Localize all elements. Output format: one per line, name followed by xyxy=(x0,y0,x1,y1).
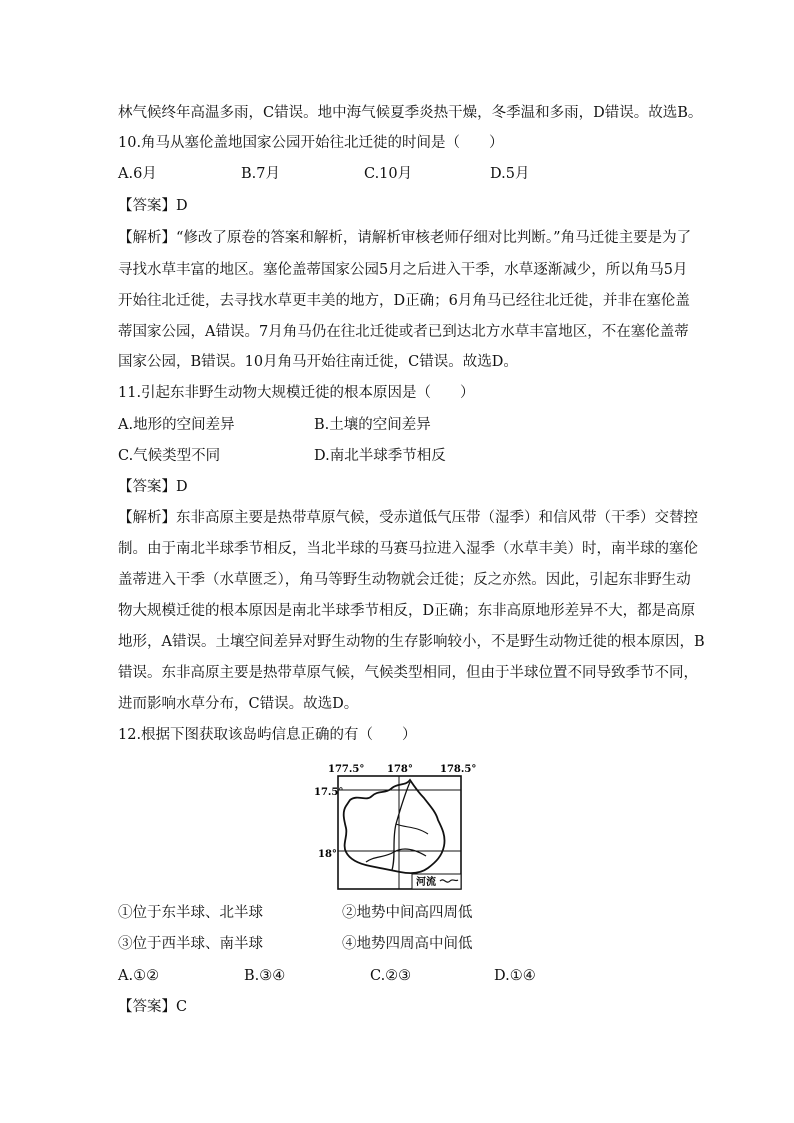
explanation-10-line: 寻找水草丰富的地区。塞伦盖蒂国家公园5月之后进入干季，水草逐渐减少，所以角马5月 xyxy=(118,262,688,278)
legend-label: 河流 xyxy=(416,877,436,888)
explanation-11-line: 盖蒂进入干季（水草匮乏），角马等野生动物就会迁徙；反之亦然。因此，引起东非野生动 xyxy=(118,572,691,588)
lon-label-178: 178° xyxy=(387,764,413,775)
explanation-11-line: 进而影响水草分布，C错误。故选D。 xyxy=(118,696,359,712)
answer-12: 【答案】C xyxy=(118,999,188,1015)
explanation-10-line: 国家公园，B错误。10月角马开始往南迁徙，C错误。故选D。 xyxy=(118,354,518,370)
statement-3: ③位于西半球、南半球 xyxy=(118,936,263,952)
explanation-10-line: 【解析】“修改了原卷的答案和解析，请解析审核老师仔细对比判断。”角马迁徙主要是为了 xyxy=(118,230,692,246)
lon-label-1785: 178.5° xyxy=(440,764,477,775)
answer-11: 【答案】D xyxy=(118,479,188,495)
option-d: D.5月 xyxy=(490,166,530,182)
explanation-10-line: 开始往北迁徙，去寻找水草更丰美的地方，D正确；6月角马已经往北迁徙，并非在塞伦盖 xyxy=(118,293,690,309)
explanation-11-line: 【解析】东非高原主要是热带草原气候，受赤道低气压带（湿季）和信风带（干季）交替控 xyxy=(118,510,698,526)
option-c: C.气候类型不同 xyxy=(118,448,221,464)
option-d: D.南北半球季节相反 xyxy=(314,448,446,464)
island-map xyxy=(300,756,490,896)
answer-10: 【答案】D xyxy=(118,198,188,214)
explanation-11-line: 制。由于南北半球季节相反，当北半球的马赛马拉进入湿季（水草丰美）时，南半球的塞伦 xyxy=(118,541,698,557)
lon-label-1775: 177.5° xyxy=(328,764,365,775)
option-a: A.地形的空间差异 xyxy=(118,417,235,433)
lat-label-175: 17.5° xyxy=(314,787,344,798)
question-11: 11.引起东非野生动物大规模迁徙的根本原因是（ ） xyxy=(118,385,475,401)
island-map-svg xyxy=(300,756,490,896)
question-12: 12.根据下图获取该岛屿信息正确的有（ ） xyxy=(118,727,417,743)
lat-label-18: 18° xyxy=(318,849,337,860)
explanation-11-line: 物大规模迁徙的根本原因是南北半球季节相反，D正确；东非高原地形差异不大，都是高原 xyxy=(118,603,696,619)
option-c: C.②③ xyxy=(370,968,412,984)
explanation-10-line: 蒂国家公园，A错误。7月角马仍在往北迁徙或者已到达北方水草丰富地区，不在塞伦盖蒂 xyxy=(118,324,689,340)
statement-1: ①位于东半球、北半球 xyxy=(118,905,263,921)
option-d: D.①④ xyxy=(494,968,536,984)
river-line xyxy=(396,824,428,834)
question-10: 10.角马从塞伦盖地国家公园开始往北迁徙的时间是（ ） xyxy=(118,135,504,151)
statement-4: ④地势四周高中间低 xyxy=(342,936,473,952)
text-line: 林气候终年高温多雨，C错误。地中海气候夏季炎热干燥，冬季温和多雨，D错误。故选B。 xyxy=(118,105,703,121)
option-a: A.6月 xyxy=(118,166,157,182)
statement-2: ②地势中间高四周低 xyxy=(342,905,473,921)
option-b: B.7月 xyxy=(241,166,280,182)
explanation-11-line: 错误。东非高原主要是热带草原气候，气候类型相同，但由于半球位置不同导致季节不同， xyxy=(118,665,698,681)
option-a: A.①② xyxy=(118,968,160,984)
option-b: B.③④ xyxy=(244,968,286,984)
option-c: C.10月 xyxy=(364,166,413,182)
option-b: B.土壤的空间差异 xyxy=(314,417,431,433)
explanation-11-line: 地形，A错误。土壤空间差异对野生动物的生存影响较小，不是野生动物迁徙的根本原因，B xyxy=(118,634,705,650)
